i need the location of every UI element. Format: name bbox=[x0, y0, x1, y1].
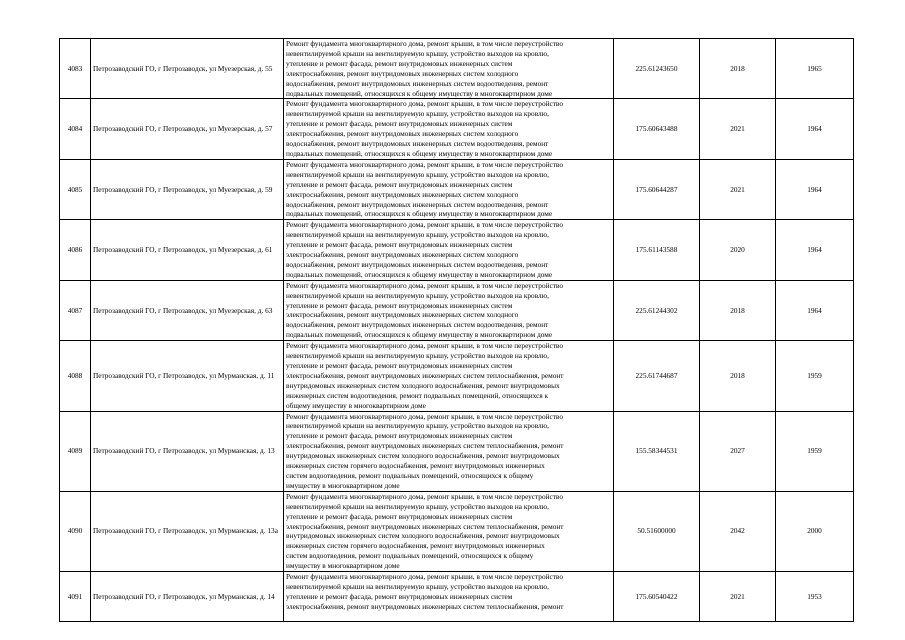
cost-cell: 155.58344531 bbox=[614, 411, 700, 491]
row-number-cell: 4088 bbox=[60, 341, 91, 411]
work-line: утепление и ремонт фасада, ремонт внутридомовых инженерных систем bbox=[286, 361, 513, 370]
work-line: электроснабжения, ремонт внутридомовых инженерных систем теплоснабжения, ремонт bbox=[286, 441, 564, 451]
work-line: инженерных систем горячего водоснабжения, ремонт внутридомовых инженерных bbox=[286, 541, 545, 551]
built-year-cell: 1965 bbox=[776, 39, 854, 99]
work-line: невентилируемой крыши на вентилируемую крышу, устройство выходов на кровлю, bbox=[286, 48, 549, 58]
work-line: имуществу в многоквартирном доме bbox=[286, 561, 400, 571]
work-line: Ремонт фундамента многоквартирного дома, ремонт крыши, в том числе переустройство bbox=[286, 39, 563, 48]
work-list-cell bbox=[284, 39, 614, 99]
work-line: Ремонт фундамента многоквартирного дома, ремонт крыши, в том числе переустройство bbox=[286, 159, 563, 169]
work-line: утепление и ремонт фасада, ремонт внутридомовых инженерных систем bbox=[286, 240, 513, 250]
work-line: утепление и ремонт фасада, ремонт внутридомовых инженерных систем bbox=[286, 179, 513, 189]
work-line: утепление и ремонт фасада, ремонт внутридомовых инженерных систем bbox=[286, 591, 513, 601]
work-line: невентилируемой крыши на вентилируемую крышу, устройство выходов на кровлю, bbox=[286, 169, 549, 179]
built-year-cell: 1953 bbox=[776, 572, 854, 622]
plan-year-cell: 2027 bbox=[700, 411, 776, 491]
work-list-cell bbox=[284, 572, 614, 622]
address-cell: Петрозаводский ГО, г Петрозаводск, ул Мурманская, д. 13 bbox=[91, 411, 284, 491]
work-line: невентилируемой крыши на вентилируемую крышу, устройство выходов на кровлю, bbox=[286, 581, 549, 591]
cost-cell: 225.61244302 bbox=[614, 280, 700, 340]
built-year-cell: 1959 bbox=[776, 341, 854, 411]
work-list-cell bbox=[284, 411, 614, 491]
work-line: электроснабжения, ремонт внутридомовых инженерных систем теплоснабжения, ремонт bbox=[286, 370, 564, 380]
work-line: электроснабжения, ремонт внутридомовых инженерных систем холодного bbox=[286, 189, 519, 199]
built-year-cell: 1964 bbox=[776, 159, 854, 219]
work-line: электроснабжения, ремонт внутридомовых инженерных систем теплоснабжения, ремонт bbox=[286, 601, 564, 611]
plan-year-cell: 2018 bbox=[700, 341, 776, 411]
work-line: водоснабжения, ремонт внутридомовых инженерных систем водоотведения, ремонт bbox=[286, 199, 549, 209]
work-list-cell bbox=[284, 280, 614, 340]
address-cell: Петрозаводский ГО, г Петрозаводск, ул Муезерская, д. 63 bbox=[91, 280, 284, 340]
work-line: Ремонт фундамента многоквартирного дома, ремонт крыши, в том числе переустройство bbox=[286, 280, 563, 290]
built-year-cell: 1964 bbox=[776, 280, 854, 340]
work-line: электроснабжения, ремонт внутридомовых инженерных систем теплоснабжения, ремонт bbox=[286, 521, 564, 531]
work-line: электроснабжения, ремонт внутридомовых инженерных систем холодного bbox=[286, 129, 519, 139]
table-row bbox=[60, 159, 854, 219]
built-year-cell: 2000 bbox=[776, 491, 854, 571]
table-row bbox=[60, 341, 854, 411]
table-row bbox=[60, 220, 854, 280]
cost-cell: 175.60643488 bbox=[614, 99, 700, 159]
work-line: утепление и ремонт фасада, ремонт внутридомовых инженерных систем bbox=[286, 300, 513, 310]
plan-year-cell: 2020 bbox=[700, 220, 776, 280]
row-number-cell: 4086 bbox=[60, 220, 91, 280]
work-line: Ремонт фундамента многоквартирного дома, ремонт крыши, в том числе переустройство bbox=[286, 341, 563, 351]
work-line: невентилируемой крыши на вентилируемую крышу, устройство выходов на кровлю, bbox=[286, 230, 549, 240]
work-list-cell bbox=[284, 491, 614, 571]
built-year-cell: 1959 bbox=[776, 411, 854, 491]
table-row bbox=[60, 39, 854, 99]
table-row bbox=[60, 99, 854, 159]
table-row bbox=[60, 572, 854, 622]
row-number-cell: 4091 bbox=[60, 572, 91, 622]
built-year-cell: 1964 bbox=[776, 220, 854, 280]
work-line: утепление и ремонт фасада, ремонт внутридомовых инженерных систем bbox=[286, 58, 513, 68]
work-line: невентилируемой крыши на вентилируемую крышу, устройство выходов на кровлю, bbox=[286, 109, 549, 119]
address-cell: Петрозаводский ГО, г Петрозаводск, ул Мурманская, д. 11 bbox=[91, 341, 284, 411]
work-list-cell bbox=[284, 99, 614, 159]
plan-year-cell: 2042 bbox=[700, 491, 776, 571]
work-line: систем водоотведения, ремонт подвальных помещений, относящихся к общему bbox=[286, 470, 534, 480]
work-line: Ремонт фундамента многоквартирного дома, ремонт крыши, в том числе переустройство bbox=[286, 99, 563, 109]
plan-year-cell: 2021 bbox=[700, 159, 776, 219]
work-line: подвальных помещений, относящихся к общему имуществу в многоквартирном доме bbox=[286, 209, 553, 219]
plan-year-cell: 2021 bbox=[700, 572, 776, 622]
address-cell: Петрозаводский ГО, г Петрозаводск, ул Муезерская, д. 57 bbox=[91, 99, 284, 159]
cost-cell: 225.61744687 bbox=[614, 341, 700, 411]
address-cell: Петрозаводский ГО, г Петрозаводск, ул Мурманская, д. 13а bbox=[91, 491, 284, 571]
cost-cell: 225.61243650 bbox=[614, 39, 700, 99]
work-line: невентилируемой крыши на вентилируемую крышу, устройство выходов на кровлю, bbox=[286, 290, 549, 300]
address-cell: Петрозаводский ГО, г Петрозаводск, ул Муезерская, д. 61 bbox=[91, 220, 284, 280]
row-number-cell: 4085 bbox=[60, 159, 91, 219]
address-cell: Петрозаводский ГО, г Петрозаводск, ул Мурманская, д. 14 bbox=[91, 572, 284, 622]
work-line: водоснабжения, ремонт внутридомовых инженерных систем водоотведения, ремонт bbox=[286, 78, 549, 88]
work-list-cell bbox=[284, 341, 614, 411]
work-line: Ремонт фундамента многоквартирного дома, ремонт крыши, в том числе переустройство bbox=[286, 411, 563, 421]
work-line: утепление и ремонт фасада, ремонт внутридомовых инженерных систем bbox=[286, 431, 513, 441]
work-line: подвальных помещений, относящихся к общему имуществу в многоквартирном доме bbox=[286, 330, 553, 340]
work-line: водоснабжения, ремонт внутридомовых инженерных систем водоотведения, ремонт bbox=[286, 139, 549, 149]
work-list-cell bbox=[284, 220, 614, 280]
work-line: невентилируемой крыши на вентилируемую крышу, устройство выходов на кровлю, bbox=[286, 501, 549, 511]
work-line: Ремонт фундамента многоквартирного дома, ремонт крыши, в том числе переустройство bbox=[286, 220, 563, 230]
work-line: подвальных помещений, относящихся к общему имуществу в многоквартирном доме bbox=[286, 148, 553, 158]
row-number-cell: 4087 bbox=[60, 280, 91, 340]
work-line: Ремонт фундамента многоквартирного дома, ремонт крыши, в том числе переустройство bbox=[286, 491, 563, 501]
row-number-cell: 4090 bbox=[60, 491, 91, 571]
table-body bbox=[60, 39, 854, 622]
plan-year-cell: 2018 bbox=[700, 39, 776, 99]
work-line: инженерных систем водоотведения, ремонт подвальных помещений, относящихся к bbox=[286, 390, 549, 400]
work-line: электроснабжения, ремонт внутридомовых инженерных систем холодного bbox=[286, 250, 519, 260]
cost-cell: 175.60644287 bbox=[614, 159, 700, 219]
work-line: Ремонт фундамента многоквартирного дома, ремонт крыши, в том числе переустройство bbox=[286, 572, 563, 582]
row-number-cell: 4084 bbox=[60, 99, 91, 159]
cost-cell: 175.61143588 bbox=[614, 220, 700, 280]
cost-cell: 175.60540422 bbox=[614, 572, 700, 622]
work-line: утепление и ремонт фасада, ремонт внутридомовых инженерных систем bbox=[286, 511, 513, 521]
address-cell: Петрозаводский ГО, г Петрозаводск, ул Муезерская, д. 59 bbox=[91, 159, 284, 219]
work-line: утепление и ремонт фасада, ремонт внутридомовых инженерных систем bbox=[286, 119, 513, 129]
work-line: имуществу в многоквартирном доме bbox=[286, 480, 400, 490]
work-line: водоснабжения, ремонт внутридомовых инженерных систем водоотведения, ремонт bbox=[286, 259, 549, 269]
table-row bbox=[60, 280, 854, 340]
plan-year-cell: 2018 bbox=[700, 280, 776, 340]
row-number-cell: 4083 bbox=[60, 39, 91, 99]
work-line: водоснабжения, ремонт внутридомовых инженерных систем водоотведения, ремонт bbox=[286, 320, 549, 330]
built-year-cell: 1964 bbox=[776, 99, 854, 159]
work-line: электроснабжения, ремонт внутридомовых инженерных систем холодного bbox=[286, 310, 519, 320]
work-line: внутридомовых инженерных систем холодного водоснабжения, ремонт внутридомовых bbox=[286, 531, 560, 541]
work-line: общему имуществу в многоквартирном доме bbox=[286, 400, 426, 410]
table-row bbox=[60, 411, 854, 491]
work-line: подвальных помещений, относящихся к общему имуществу в многоквартирном доме bbox=[286, 88, 553, 98]
capital-repair-table bbox=[59, 38, 854, 622]
work-line: систем водоотведения, ремонт подвальных помещений, относящихся к общему bbox=[286, 551, 534, 561]
work-list-cell bbox=[284, 159, 614, 219]
work-line: невентилируемой крыши на вентилируемую крышу, устройство выходов на кровлю, bbox=[286, 421, 549, 431]
plan-year-cell: 2021 bbox=[700, 99, 776, 159]
work-line: внутридомовых инженерных систем холодного водоснабжения, ремонт внутридомовых bbox=[286, 380, 560, 390]
work-line: внутридомовых инженерных систем холодного водоснабжения, ремонт внутридомовых bbox=[286, 451, 560, 461]
work-line: инженерных систем горячего водоснабжения, ремонт внутридомовых инженерных bbox=[286, 461, 545, 471]
table-row bbox=[60, 491, 854, 571]
cost-cell: 50.51600000 bbox=[614, 491, 700, 571]
work-line: электроснабжения, ремонт внутридомовых инженерных систем холодного bbox=[286, 68, 519, 78]
work-line: невентилируемой крыши на вентилируемую крышу, устройство выходов на кровлю, bbox=[286, 351, 549, 361]
work-line: подвальных помещений, относящихся к общему имуществу в многоквартирном доме bbox=[286, 269, 553, 279]
address-cell: Петрозаводский ГО, г Петрозаводск, ул Муезерская, д. 55 bbox=[91, 39, 284, 99]
row-number-cell: 4089 bbox=[60, 411, 91, 491]
